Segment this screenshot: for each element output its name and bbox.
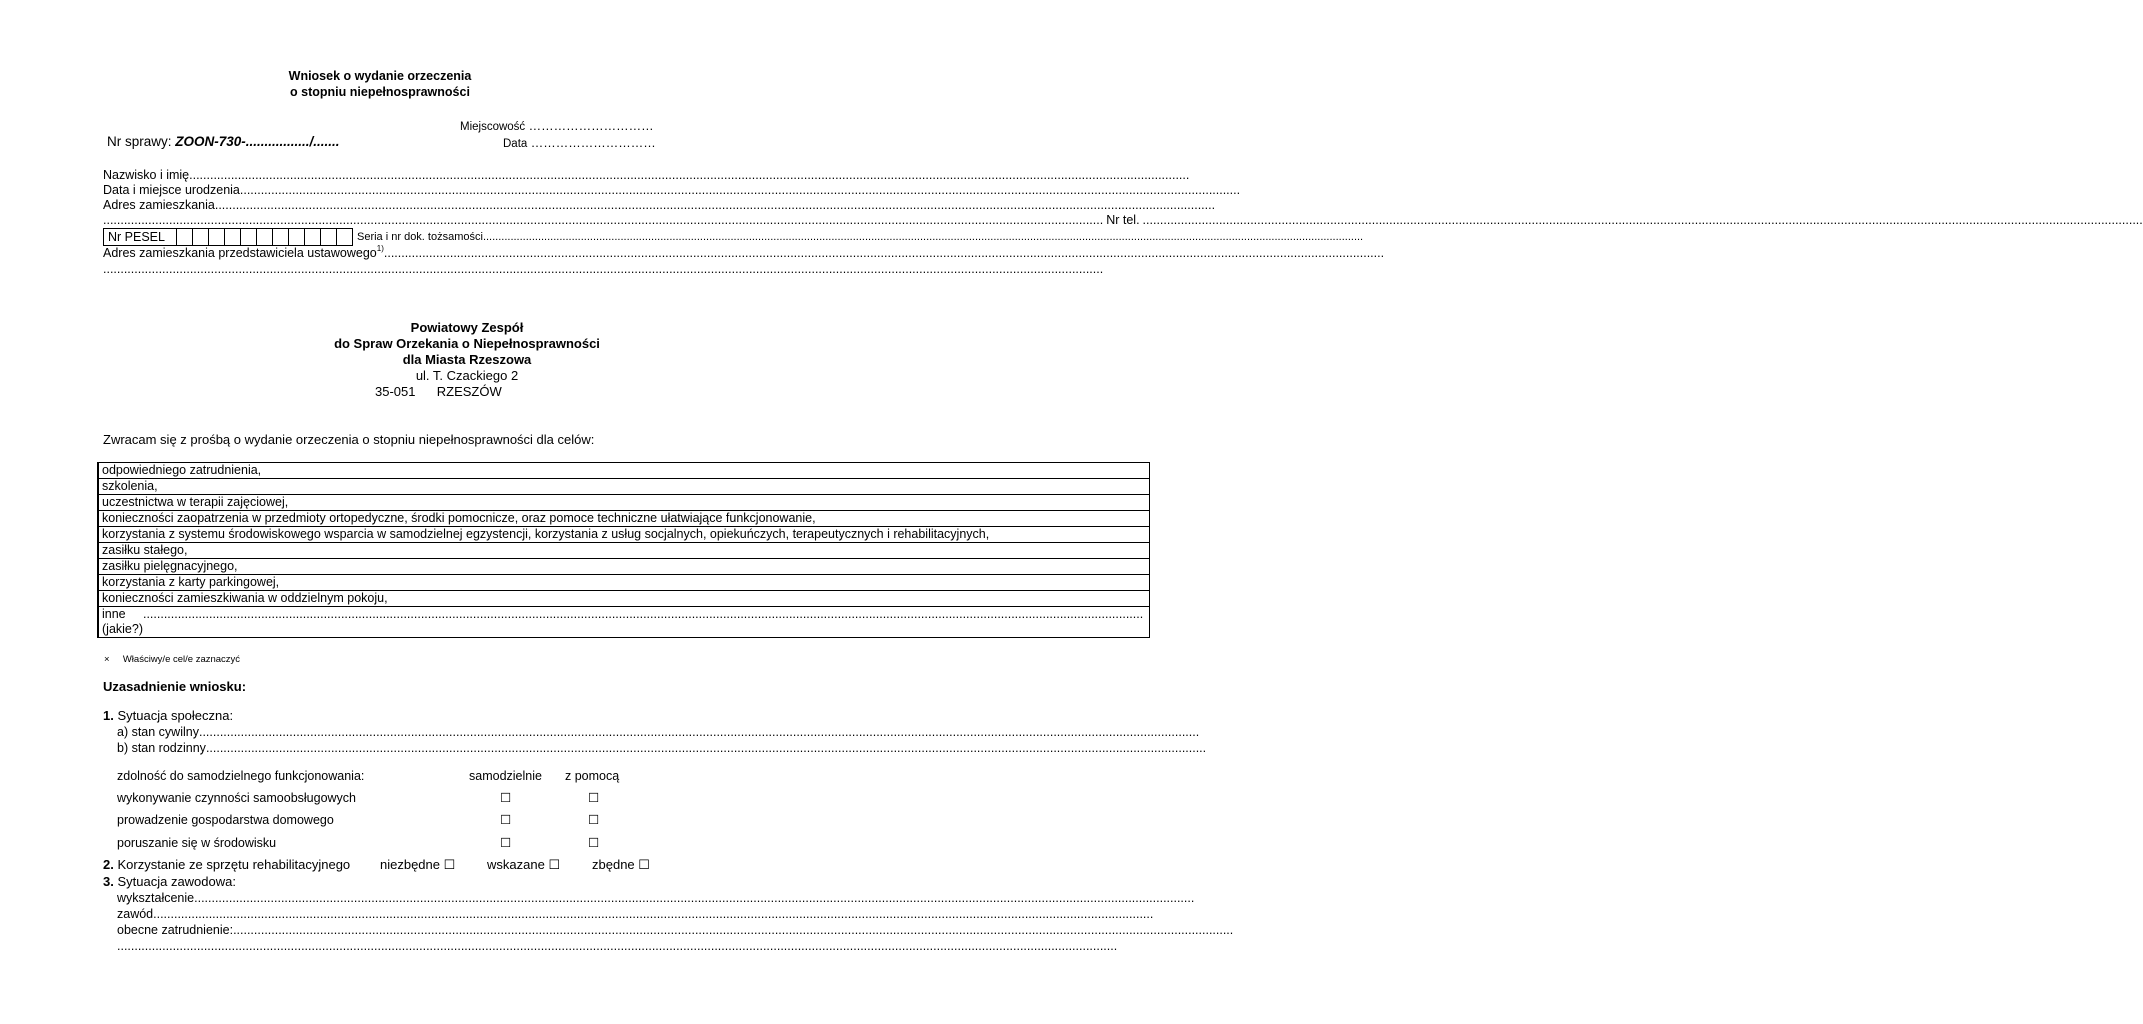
recipient-line2: do Spraw Orzekania o Niepełnosprawności <box>334 336 600 351</box>
profession-label: zawód <box>117 907 154 921</box>
ability-label: zdolność do samodzielnego funkcjonowania: <box>117 769 365 783</box>
recipient-street: ul. T. Czackiego 2 <box>415 368 519 383</box>
justification-heading: Uzasadnienie wniosku: <box>103 679 247 694</box>
form-title-line2: o stopniu niepełnosprawności <box>290 85 470 99</box>
pesel-digit-cell[interactable] <box>241 229 257 245</box>
date-label: Data <box>503 138 528 150</box>
ability-row-label: prowadzenie gospodarstwa domowego <box>117 813 334 827</box>
section3-number: 3. <box>103 874 114 889</box>
id-document-label: Seria i nr dok. tożsamości <box>357 231 483 243</box>
recipient-city-line <box>375 384 502 399</box>
ability-row-label: wykonywanie czynności samoobsługowych <box>117 791 357 805</box>
section1-heading <box>103 708 233 723</box>
purpose-text: odpowiedniego zatrudnienia, <box>99 463 1150 479</box>
family-status-label: b) stan rodzinny <box>117 741 206 755</box>
employment-field[interactable] <box>117 922 654 938</box>
place-value: ………………………… <box>528 119 654 133</box>
id-document-field[interactable] <box>357 230 652 245</box>
recipient-city: RZESZÓW <box>436 384 502 399</box>
education-label: wykształcenie <box>117 891 195 905</box>
employment-continued[interactable] <box>117 938 654 954</box>
date-field[interactable] <box>503 136 656 150</box>
section1-label: Sytuacja społeczna: <box>117 708 234 723</box>
representative-address-field[interactable] <box>103 245 655 261</box>
option-advised[interactable] <box>487 857 560 873</box>
col-independent: samodzielnie <box>469 769 542 783</box>
civil-status-label: a) stan cywilny <box>117 725 199 739</box>
form-title-line1: Wniosek o wydanie orzeczenia <box>288 69 472 83</box>
col-assisted: z pomocą <box>565 769 620 783</box>
purpose-row <box>98 543 1150 559</box>
footnote-marker: 1) <box>376 244 384 253</box>
purpose-text: korzystania z systemu środowiskowego wsparcia w samodzielnej egzystencji, korzystania z usług socjalnych, opiekuńczych, terapeutycznych i rehabilitacyjnych, <box>99 527 1150 543</box>
pesel-digit-cell[interactable] <box>225 229 241 245</box>
assisted-checkbox[interactable]: ☐ <box>588 836 600 850</box>
purpose-row <box>98 511 1150 527</box>
section3-heading <box>103 874 236 889</box>
request-intro: Zwracam się z prośbą o wydanie orzeczenia o stopniu niepełnosprawności dla celów: <box>103 432 595 447</box>
pesel-digit-cell[interactable] <box>337 229 352 245</box>
place-field[interactable] <box>460 119 654 133</box>
section1-number: 1. <box>103 708 114 723</box>
pesel-digit-cell[interactable] <box>193 229 209 245</box>
assisted-checkbox[interactable]: ☐ <box>588 791 600 805</box>
pesel-digit-cell[interactable] <box>209 229 225 245</box>
purpose-text: zasiłku stałego, <box>99 543 1150 559</box>
pesel-digit-cell[interactable] <box>289 229 305 245</box>
option-needed-checkbox[interactable]: ☐ <box>443 857 456 872</box>
employment-label: obecne zatrudnienie: <box>117 923 234 937</box>
purpose-row <box>98 607 1150 638</box>
option-advised-checkbox[interactable]: ☐ <box>548 857 561 872</box>
pesel-field[interactable] <box>103 228 353 246</box>
purpose-row <box>98 495 1150 511</box>
section3-label: Sytuacja zawodowa: <box>117 874 236 889</box>
pesel-digit-cell[interactable] <box>321 229 337 245</box>
purposes-table <box>97 462 1150 638</box>
purpose-row <box>98 527 1150 543</box>
recipient-line1: Powiatowy Zespół <box>410 320 524 335</box>
section2-heading <box>103 857 350 872</box>
purpose-row <box>98 559 1150 575</box>
representative-address-label: Adres zamieszkania przedstawiciela ustawowego <box>103 246 377 260</box>
option-unneeded[interactable] <box>592 857 650 873</box>
purpose-text: konieczności zamieszkiwania w oddzielnym pokoju, <box>99 591 1150 607</box>
place-label: Miejscowość <box>460 121 526 133</box>
birth-field[interactable] <box>103 182 655 198</box>
representative-address-continued[interactable] <box>103 261 655 277</box>
section2-label: Korzystanie ze sprzętu rehabilitacyjnego <box>117 857 351 872</box>
purpose-text: inne (jakie?) <box>102 607 143 636</box>
purpose-text: uczestnictwa w terapii zajęciowej, <box>99 495 1150 511</box>
purpose-row <box>98 479 1150 495</box>
address-field[interactable] <box>103 197 655 213</box>
option-unneeded-checkbox[interactable]: ☐ <box>638 857 650 872</box>
purposes-note-text: Właściwy/e cel/e zaznaczyć <box>122 654 241 665</box>
education-field[interactable] <box>117 890 654 906</box>
profession-field[interactable] <box>117 906 654 922</box>
option-needed-label: niezbędne <box>380 857 440 872</box>
purposes-note <box>104 654 240 665</box>
cross-icon: × <box>104 654 110 665</box>
case-number-label: Nr sprawy: <box>107 134 172 149</box>
pesel-digit-cell[interactable] <box>257 229 273 245</box>
pesel-label: Nr PESEL <box>104 229 177 245</box>
civil-status-field[interactable] <box>117 724 654 740</box>
birth-label: Data i miejsce urodzenia <box>103 183 240 197</box>
name-field[interactable] <box>103 167 655 183</box>
option-needed[interactable] <box>380 857 455 873</box>
pesel-digit-cell[interactable] <box>177 229 193 245</box>
purpose-row <box>98 463 1150 479</box>
option-advised-label: wskazane <box>487 857 545 872</box>
option-unneeded-label: zbędne <box>592 857 635 872</box>
address-label: Adres zamieszkania <box>103 198 215 212</box>
independent-checkbox[interactable]: ☐ <box>500 836 512 850</box>
ability-row-label: poruszanie się w środowisku <box>117 836 277 850</box>
purpose-text: korzystania z karty parkingowej, <box>99 575 1150 591</box>
phone-label: Nr tel. <box>1106 213 1140 227</box>
purpose-other-field[interactable] <box>99 607 1150 638</box>
assisted-checkbox[interactable]: ☐ <box>588 813 600 827</box>
purpose-text: konieczności zaopatrzenia w przedmioty ortopedyczne, środki pomocnicze, oraz pomoce techniczne ułatwiające funkcjonowanie, <box>99 511 1150 527</box>
purpose-row <box>98 591 1150 607</box>
pesel-digit-cell[interactable] <box>273 229 289 245</box>
purpose-text: zasiłku pielęgnacyjnego, <box>99 559 1150 575</box>
date-value: ………………………… <box>530 136 656 150</box>
independent-checkbox[interactable]: ☐ <box>500 813 512 827</box>
independent-checkbox[interactable]: ☐ <box>500 791 512 805</box>
pesel-digit-cell[interactable] <box>305 229 321 245</box>
name-label: Nazwisko i imię <box>103 168 190 182</box>
family-status-field[interactable] <box>117 740 654 756</box>
purpose-text: szkolenia, <box>99 479 1150 495</box>
purpose-row <box>98 575 1150 591</box>
address-phone-field[interactable] <box>103 212 1140 228</box>
recipient-postal-code: 35-051 <box>375 384 416 399</box>
section2-number: 2. <box>103 857 114 872</box>
case-number[interactable] <box>107 134 340 149</box>
recipient-line3: dla Miasta Rzeszowa <box>402 352 532 367</box>
case-number-value: ZOON-730-................./....... <box>175 134 340 149</box>
